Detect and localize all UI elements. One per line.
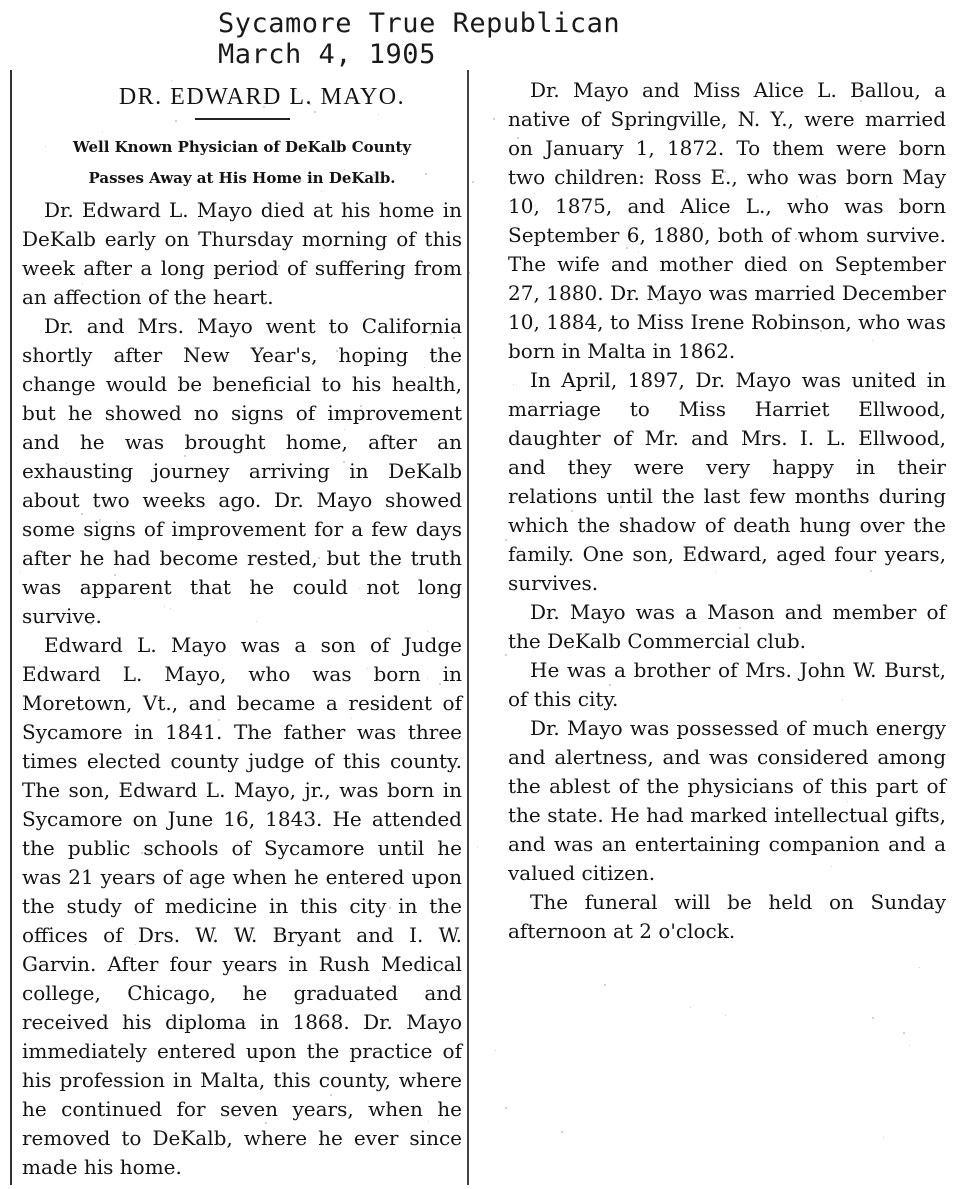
print-speck [66,463,67,464]
right-column [508,76,946,946]
print-speck [78,467,79,468]
print-speck [700,412,701,413]
print-speck [89,1140,90,1141]
print-speck [378,114,379,115]
print-speck [513,384,514,385]
print-speck [626,247,628,249]
print-speck [175,120,177,122]
print-speck [531,698,532,699]
print-speck [800,898,802,900]
print-speck [330,1094,332,1096]
print-speck [715,572,716,573]
article-subhead-line2: Passes Away at His Home in DeKalb. [88,169,396,187]
print-speck [517,137,519,139]
print-speck [344,429,345,430]
print-speck [903,1032,905,1034]
print-speck [820,330,822,332]
print-speck [389,635,390,636]
print-speck [39,665,40,666]
print-speck [67,384,68,385]
print-speck [171,80,172,81]
print-speck [382,827,383,828]
print-speck [367,668,368,669]
print-speck [580,443,582,445]
print-speck [323,247,325,249]
print-speck [265,1122,267,1124]
print-speck [725,1015,726,1016]
print-speck [423,993,424,994]
publication-date: March 4, 1905 [218,39,436,70]
print-speck [102,131,103,132]
print-speck [459,531,460,532]
print-speck [425,173,427,175]
print-speck [233,878,234,879]
print-speck [251,931,252,932]
print-speck [428,1121,429,1122]
column-rule-middle [467,70,469,1185]
print-speck [344,169,345,170]
print-speck [427,678,428,679]
print-speck [132,434,133,435]
print-speck [909,1045,910,1046]
print-speck [609,684,611,686]
print-speck [300,551,301,552]
print-speck [590,188,591,189]
print-speck [256,621,257,622]
print-speck [47,734,48,735]
left-column [22,82,462,1182]
print-speck [477,846,478,847]
print-speck [853,818,854,819]
print-speck [468,272,470,274]
print-speck [505,1107,507,1109]
paragraph-biography: Edward L. Mayo was a son of Judge Edward L. Mayo, who was born in Moretown, Vt., and became a resident of Sycamore in 1841. The father was three times elected county judge of this county. The son, Edward L. Mayo, jr., was born in Sycamore on June 16, 1843. He attended the public schools of Sycamore until he was 21 years of age when he entered upon the study of medicine in this city in the offices of Drs. W. W. Bryant and I. W. Garvin. After four years in Rush Medical college, Chicago, he graduated and received his diploma in 1868. Dr. Mayo immediately entered upon the practice of his profession in Malta, this county, where he continued for seven years, when he removed to DeKalb, where he ever since made his home. [22,633,462,1179]
print-speck [872,1017,874,1019]
print-speck [218,719,220,721]
print-speck [657,299,659,301]
print-speck [861,674,863,676]
print-speck [114,574,116,576]
print-speck [703,223,704,224]
print-speck [281,931,282,932]
print-speck [670,94,672,96]
print-speck [468,579,469,580]
print-speck [586,550,587,551]
print-speck [82,283,83,284]
print-speck [102,1159,103,1160]
print-speck [90,1040,91,1041]
print-speck [164,606,165,607]
print-speck [505,539,507,541]
headline-divider [195,118,290,120]
print-speck [739,627,741,629]
print-speck [309,103,311,105]
print-speck [670,840,671,841]
print-speck [608,372,610,374]
print-speck [816,196,817,197]
print-speck [307,970,308,971]
print-speck [638,252,639,253]
print-speck [758,529,760,531]
paragraph-sibling: He was a brother of Mrs. John W. Burst, of this city. [508,658,946,711]
print-speck [604,984,606,986]
print-speck [495,1050,496,1051]
print-speck [493,118,495,120]
print-speck [81,513,83,515]
paragraph-first-marriage: Dr. Mayo and Miss Alice L. Ballou, a native of Springville, N. Y., were married on January 1, 1872. To them were born two children: Ross E., who was born May 10, 1875, and Alice L., who was born September 6, 1880, both of whom survive. The wife and mother died on September 27, 1880. Dr. Mayo was married December 10, 1884, to Miss Irene Robinson, who was born in Malta in 1862. [508,78,946,363]
print-speck [318,557,320,559]
print-speck [321,191,322,192]
print-speck [45,146,46,147]
print-speck [184,455,186,457]
print-speck [336,350,338,352]
print-speck [724,171,726,173]
print-speck [743,547,744,548]
print-speck [348,886,350,888]
print-speck [367,1085,368,1086]
print-speck [99,519,101,521]
print-speck [439,683,441,685]
print-speck [213,226,214,227]
print-speck [472,181,474,183]
print-speck [317,469,318,470]
paragraph-third-marriage: In April, 1897, Dr. Mayo was united in marriage to Miss Harriet Ellwood, daughter of Mr. and Mrs. I. L. Ellwood, and they were very happy in their relations until the last few months during which the shadow of death hung over the family. One son, Edward, aged four years, survives. [508,368,946,595]
print-speck [243,648,244,649]
print-speck [872,340,873,341]
article-headline: DR. EDWARD L. MAYO. [118,84,406,110]
print-speck [883,1137,884,1138]
print-speck [919,967,920,968]
print-speck [505,654,507,656]
print-speck [620,506,622,508]
print-speck [561,1131,563,1133]
print-speck [141,852,143,854]
print-speck [351,718,352,719]
print-speck [671,381,673,383]
print-speck [22,997,23,998]
print-speck [231,764,232,765]
print-speck [427,631,428,632]
print-speck [424,367,425,368]
print-speck [535,205,536,206]
print-speck [586,148,587,149]
print-speck [189,796,190,797]
print-speck [292,941,293,942]
article-subhead-line1: Well Known Physician of DeKalb County [72,138,412,156]
paragraph-funeral: The funeral will be held on Sunday afternoon at 2 o'clock. [508,890,946,943]
print-speck [389,907,391,909]
print-speck [453,337,455,339]
print-speck [135,944,136,945]
print-speck [145,324,147,326]
print-speck [90,623,92,625]
print-speck [646,785,647,786]
print-speck [430,333,432,335]
print-speck [20,571,21,572]
print-speck [405,679,406,680]
paragraph-character: Dr. Mayo was possessed of much energy and alertness, and was considered among the ablest of the physicians of this part of the state. He had marked intellectual gifts, and was an entertaining companion and a valued citizen. [508,716,946,885]
print-speck [263,106,265,108]
print-speck [379,980,380,981]
paragraph-california-trip: Dr. and Mrs. Mayo went to California shortly after New Year's, hoping the change would be beneficial to his health, but he showed no signs of improvement and he was brought home, after an exhausting journey arriving in DeKalb about two weeks ago. Dr. Mayo showed some signs of improvement for a few days after he had become rested, but the truth was apparent that he could not long survive. [22,314,462,628]
print-speck [870,570,872,572]
print-speck [831,866,832,867]
print-speck [795,238,797,240]
print-speck [842,699,843,700]
print-speck [567,236,569,238]
newspaper-name: Sycamore True Republican [218,8,621,39]
print-speck [314,111,316,113]
print-speck [175,298,177,300]
column-rule-left [10,70,12,1185]
print-speck [860,100,862,102]
paragraph-death-notice: Dr. Edward L. Mayo died at his home in DeKalb early on Thursday morning of this week after a long period of suffering from an affection of the heart. [22,198,462,309]
print-speck [359,588,360,589]
print-speck [360,405,362,407]
print-speck [170,608,171,609]
paragraph-memberships: Dr. Mayo was a Mason and member of the DeKalb Commercial club. [508,600,946,653]
print-speck [343,461,345,463]
print-speck [278,265,280,267]
print-speck [822,720,823,721]
print-speck [847,801,848,802]
print-speck [155,438,156,439]
print-speck [405,325,406,326]
print-speck [116,521,118,523]
print-speck [892,496,894,498]
print-speck [571,510,573,512]
print-speck [690,1007,691,1008]
print-speck [373,174,375,176]
masthead [218,8,620,70]
print-speck [866,754,867,755]
print-speck [828,722,829,723]
